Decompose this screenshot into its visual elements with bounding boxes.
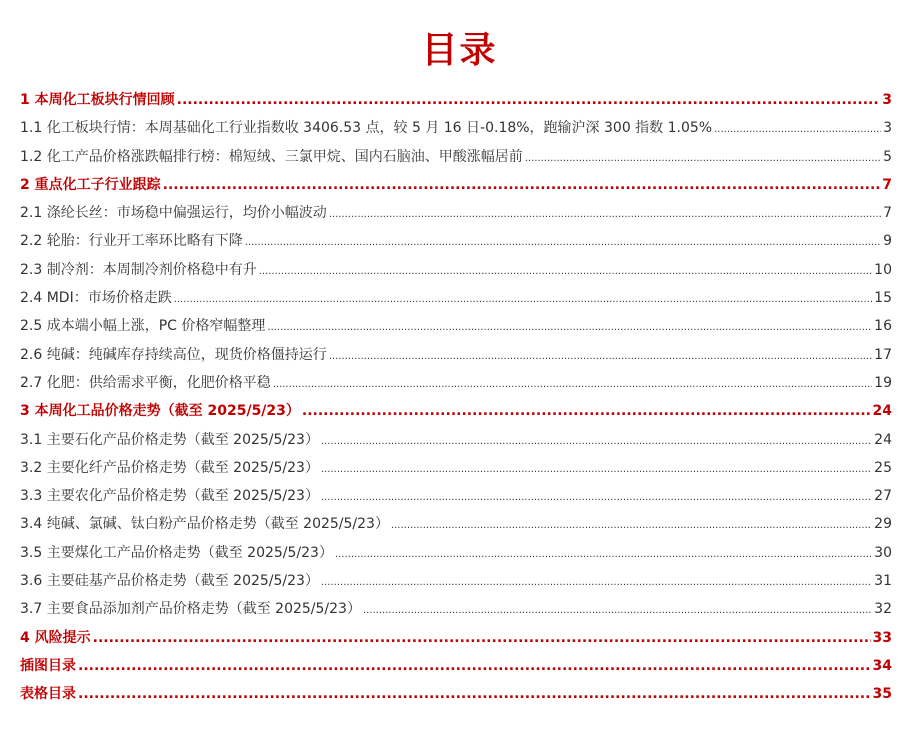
toc-page-number: 16 — [874, 318, 892, 335]
toc-dot-leader — [363, 597, 872, 625]
toc-entry[interactable] — [20, 454, 892, 482]
toc-page-number: 19 — [874, 374, 892, 391]
toc-entry-title: 2.7 化肥：供给需求平衡，化肥价格平稳 — [20, 374, 271, 391]
toc-entry-title: 4 风险提示 — [20, 629, 91, 646]
toc-dot-leader — [93, 624, 871, 652]
toc-page-number: 31 — [874, 573, 892, 590]
toc-page-number: 32 — [874, 601, 892, 618]
toc-entry-title: 表格目录 — [20, 686, 76, 703]
toc-entry[interactable] — [20, 680, 892, 708]
toc-entry-title: 2.5 成本端小幅上涨，PC 价格窄幅整理 — [20, 318, 266, 335]
toc-dot-leader — [321, 456, 872, 484]
toc-entry-title: 1.2 化工产品价格涨跌幅排行榜：棉短绒、三氯甲烷、国内石脑油、甲酸涨幅居前 — [20, 148, 523, 165]
toc-dot-leader — [321, 428, 872, 456]
toc-page-number: 3 — [882, 92, 892, 108]
toc-entry-title: 2.4 MDI：市场价格走跌 — [20, 290, 172, 307]
toc-entry[interactable] — [20, 595, 892, 623]
toc-page-number: 7 — [883, 205, 892, 222]
toc-dot-leader — [321, 484, 872, 512]
toc-entry-title: 3 本周化工品价格走势（截至 2025/5/23） — [20, 403, 300, 420]
toc-entry-title: 3.3 主要农化产品价格走势（截至 2025/5/23） — [20, 488, 319, 505]
toc-entry[interactable] — [20, 143, 892, 171]
toc-page-number: 9 — [883, 233, 892, 250]
toc-entry-title: 3.1 主要石化产品价格走势（截至 2025/5/23） — [20, 431, 319, 448]
toc-page-number: 30 — [874, 544, 892, 561]
toc-dot-leader — [335, 541, 872, 569]
toc-entry[interactable] — [20, 567, 892, 595]
toc-dot-leader — [78, 680, 871, 708]
toc-entry[interactable] — [20, 199, 892, 227]
toc-page-number: 33 — [872, 629, 892, 646]
toc-page-number: 3 — [883, 120, 892, 137]
toc-dot-leader — [329, 343, 872, 371]
table-of-contents — [20, 86, 892, 709]
toc-page-number: 34 — [872, 657, 892, 674]
toc-page-number: 24 — [874, 431, 892, 448]
toc-dot-leader — [391, 512, 872, 540]
toc-page-number: 10 — [874, 261, 892, 278]
toc-dot-leader — [273, 371, 872, 399]
toc-entry[interactable] — [20, 312, 892, 340]
toc-entry-title: 2.1 涤纶长丝：市场稳中偏强运行，均价小幅波动 — [20, 205, 327, 222]
toc-entry-title: 1 本周化工板块行情回顾 — [20, 92, 175, 108]
toc-entry-title: 1.1 化工板块行情：本周基础化工行业指数收 3406.53 点，较 5 月 16 日-0.18%，跑输沪深 300 指数 1.05% — [20, 120, 713, 137]
toc-entry-title: 2.3 制冷剂：本周制冷剂价格稳中有升 — [20, 261, 257, 278]
toc-entry-title: 3.2 主要化纤产品价格走势（截至 2025/5/23） — [20, 459, 319, 476]
toc-page-number: 29 — [874, 516, 892, 533]
toc-page-number: 7 — [882, 176, 892, 193]
toc-page-number: 17 — [874, 346, 892, 363]
toc-entry[interactable] — [20, 369, 892, 397]
toc-dot-leader — [174, 286, 872, 314]
toc-dot-leader — [177, 86, 881, 114]
toc-page-number: 15 — [874, 290, 892, 307]
toc-entry-title: 3.6 主要硅基产品价格走势（截至 2025/5/23） — [20, 573, 319, 590]
toc-entry-title: 2.6 纯碱：纯碱库存持续高位，现货价格僵持运行 — [20, 346, 327, 363]
toc-entry[interactable] — [20, 256, 892, 284]
toc-entry[interactable] — [20, 114, 892, 142]
toc-entry-title: 2 重点化工子行业跟踪 — [20, 176, 161, 193]
toc-entry-title: 3.4 纯碱、氯碱、钛白粉产品价格走势（截至 2025/5/23） — [20, 516, 389, 533]
toc-dot-leader — [321, 569, 872, 597]
toc-page-number: 24 — [872, 403, 892, 420]
toc-dot-leader — [525, 145, 881, 173]
toc-page-number: 35 — [872, 686, 892, 703]
page-title: 目录 — [421, 30, 498, 71]
toc-dot-leader — [714, 116, 881, 144]
toc-page-number: 27 — [874, 488, 892, 505]
toc-page-number: 5 — [883, 148, 892, 165]
toc-dot-leader — [302, 397, 871, 425]
toc-entry-title: 3.7 主要食品添加剂产品价格走势（截至 2025/5/23） — [20, 601, 361, 618]
toc-entry[interactable] — [20, 482, 892, 510]
toc-dot-leader — [267, 314, 872, 342]
toc-entry[interactable] — [20, 341, 892, 369]
toc-entry[interactable] — [20, 624, 892, 652]
toc-dot-leader — [329, 201, 881, 229]
toc-entry[interactable] — [20, 397, 892, 425]
toc-dot-leader — [245, 229, 881, 257]
toc-entry[interactable] — [20, 539, 892, 567]
toc-entry[interactable] — [20, 510, 892, 538]
toc-entry[interactable] — [20, 284, 892, 312]
toc-dot-leader — [163, 171, 881, 199]
toc-entry-title: 3.5 主要煤化工产品价格走势（截至 2025/5/23） — [20, 544, 333, 561]
toc-entry[interactable] — [20, 652, 892, 680]
toc-entry[interactable] — [20, 171, 892, 199]
toc-entry[interactable] — [20, 86, 892, 114]
toc-entry-title: 插图目录 — [20, 657, 76, 674]
toc-dot-leader — [78, 652, 871, 680]
toc-page-number: 25 — [874, 459, 892, 476]
toc-entry[interactable] — [20, 426, 892, 454]
toc-entry-title: 2.2 轮胎：行业开工率环比略有下降 — [20, 233, 243, 250]
toc-dot-leader — [259, 258, 872, 286]
toc-entry[interactable] — [20, 227, 892, 255]
